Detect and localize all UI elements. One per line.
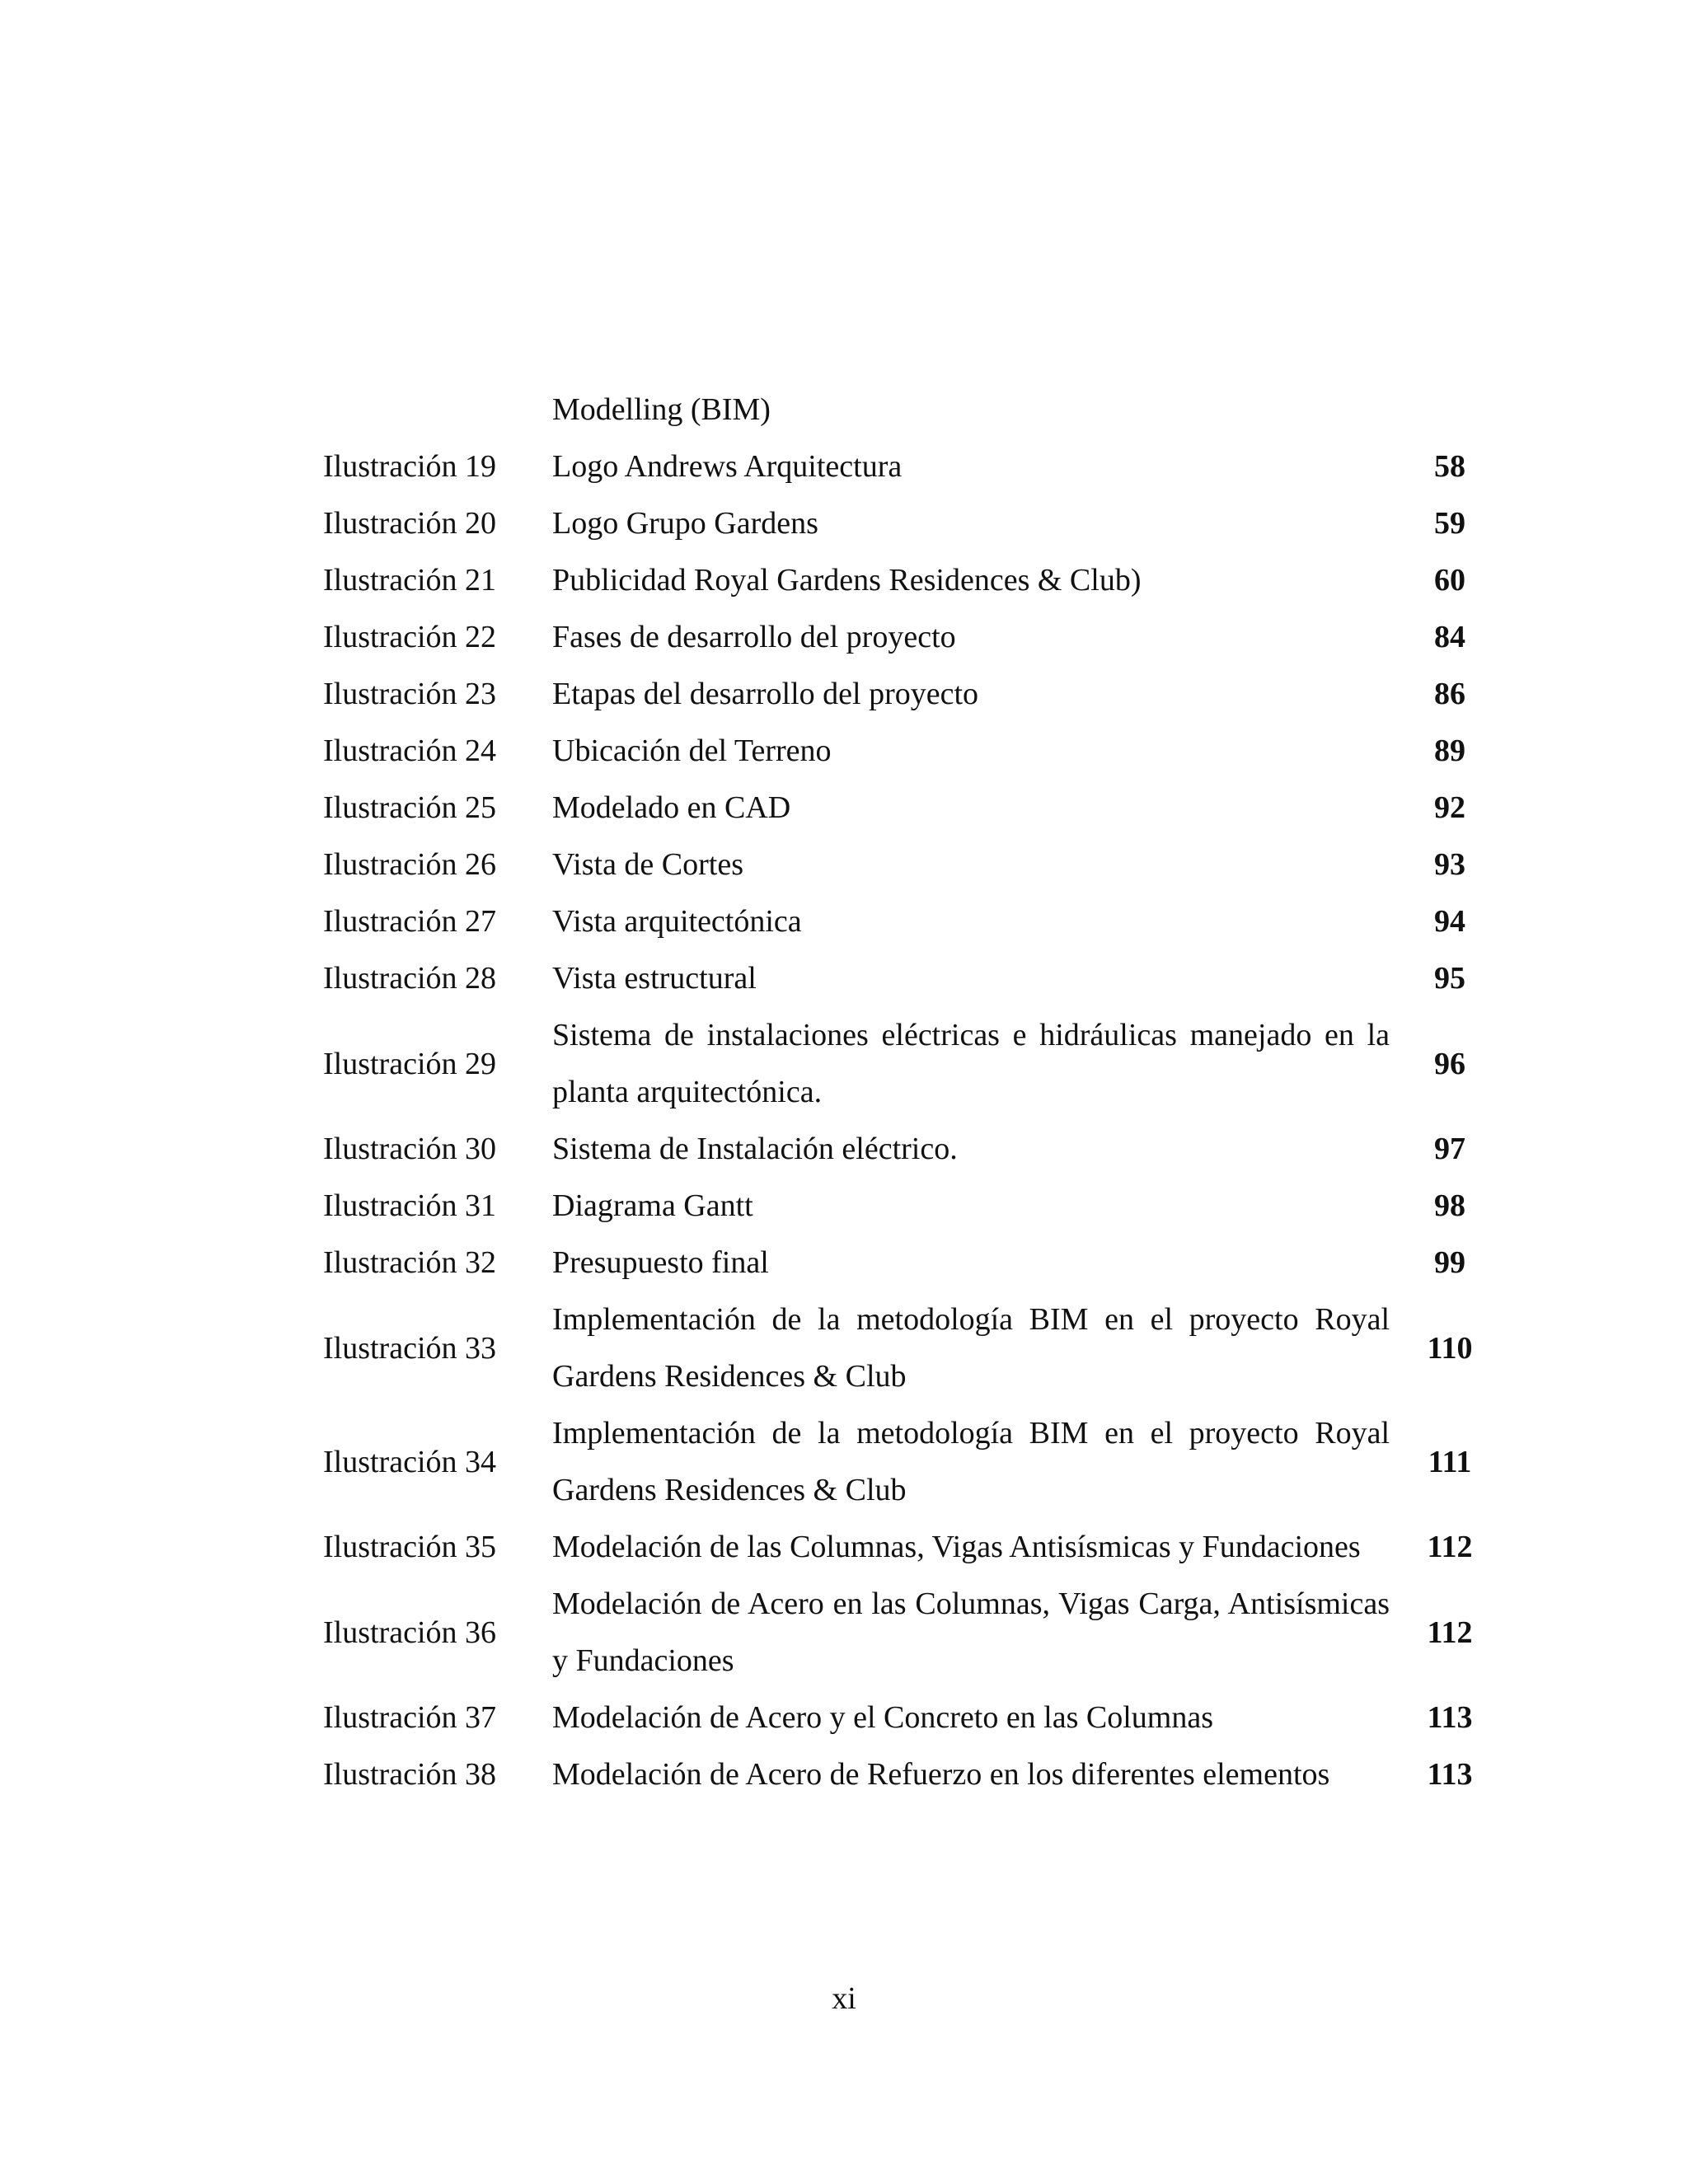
index-entry-row bbox=[323, 1291, 1510, 1405]
entry-page-number: 113 bbox=[1427, 1757, 1473, 1792]
entry-title: Implementación de la metodología BIM en el proyecto Royal Gardens Residences & Club bbox=[552, 1302, 1390, 1394]
entry-label: Ilustración 28 bbox=[323, 961, 497, 996]
entry-page-number: 110 bbox=[1427, 1330, 1473, 1366]
entry-page-number: 99 bbox=[1434, 1245, 1465, 1280]
illustrations-index-body bbox=[323, 382, 1510, 1803]
entry-page-number: 92 bbox=[1434, 790, 1465, 825]
entry-title: Vista de Cortes bbox=[552, 847, 744, 882]
index-entry-row bbox=[323, 609, 1510, 666]
entry-title: Presupuesto final bbox=[552, 1245, 769, 1280]
entry-title: Modelación de Acero de Refuerzo en los diferentes elementos bbox=[552, 1757, 1330, 1792]
index-entry-row bbox=[323, 1519, 1510, 1576]
index-entry-row bbox=[323, 723, 1510, 780]
entry-page-number: 93 bbox=[1434, 847, 1465, 882]
entry-title-cell bbox=[552, 1007, 1390, 1121]
entry-title: Modelado en CAD bbox=[552, 790, 791, 825]
entry-label: Ilustración 25 bbox=[323, 790, 497, 825]
entry-page-number: 111 bbox=[1428, 1444, 1472, 1479]
entry-title-cell bbox=[552, 950, 1390, 1007]
entry-title: Etapas del desarrollo del proyecto bbox=[552, 677, 979, 711]
index-entry-row bbox=[323, 1007, 1510, 1121]
entry-title: Logo Andrews Arquitectura bbox=[552, 449, 903, 484]
entry-label: Ilustración 27 bbox=[323, 904, 497, 939]
entry-title-cell bbox=[552, 438, 1390, 495]
entry-label: Ilustración 23 bbox=[323, 677, 497, 711]
entry-page-number: 98 bbox=[1434, 1188, 1465, 1223]
entry-title: Logo Grupo Gardens bbox=[552, 506, 818, 541]
page-number: xi bbox=[832, 1981, 856, 2016]
index-entry-row bbox=[323, 1405, 1510, 1519]
entry-title-cell bbox=[552, 1235, 1390, 1291]
entry-title-cell bbox=[552, 552, 1390, 609]
index-entry-row bbox=[323, 950, 1510, 1007]
index-entry-row bbox=[323, 495, 1510, 552]
index-entry-row bbox=[323, 893, 1510, 950]
entry-label: Ilustración 37 bbox=[323, 1700, 497, 1735]
entry-title-cell bbox=[552, 1690, 1390, 1746]
entry-title-cell bbox=[552, 1576, 1390, 1690]
entry-title: Ubicación del Terreno bbox=[552, 733, 832, 768]
entry-label: Ilustración 29 bbox=[323, 1046, 497, 1081]
entry-label: Ilustración 34 bbox=[323, 1444, 497, 1479]
index-entry-row bbox=[323, 1746, 1510, 1803]
entry-label: Ilustración 36 bbox=[323, 1615, 497, 1650]
entry-title: Sistema de Instalación eléctrico. bbox=[552, 1132, 958, 1166]
entry-page-number: 112 bbox=[1427, 1530, 1473, 1564]
index-entry-row bbox=[323, 837, 1510, 893]
entry-title-cell bbox=[552, 495, 1390, 552]
index-entry-row bbox=[323, 1576, 1510, 1690]
entry-label: Ilustración 21 bbox=[323, 563, 497, 598]
entry-title: Modelación de Acero en las Columnas, Vigas Carga, Antisísmicas y Fundaciones bbox=[552, 1586, 1390, 1678]
entry-label: Ilustración 19 bbox=[323, 449, 497, 484]
entry-title: Publicidad Royal Gardens Residences & Club) bbox=[552, 563, 1142, 598]
entry-page-number: 97 bbox=[1434, 1132, 1465, 1166]
entry-label: Ilustración 38 bbox=[323, 1757, 497, 1792]
entry-page-number: 84 bbox=[1434, 620, 1465, 654]
entry-title-cell bbox=[552, 1178, 1390, 1235]
entry-title: Sistema de instalaciones eléctricas e hidráulicas manejado en la planta arquitectónica. bbox=[552, 1018, 1390, 1109]
entry-page-number: 58 bbox=[1434, 449, 1465, 484]
entry-title-cell bbox=[552, 1405, 1390, 1519]
entry-page-number: 60 bbox=[1434, 563, 1465, 598]
entry-page-number: 112 bbox=[1427, 1615, 1473, 1650]
entry-title: Fases de desarrollo del proyecto bbox=[552, 620, 956, 654]
entry-label: Ilustración 30 bbox=[323, 1132, 497, 1166]
index-entry-row bbox=[323, 780, 1510, 837]
entry-title-cell bbox=[552, 609, 1390, 666]
index-entry-row bbox=[323, 1235, 1510, 1291]
entry-label: Ilustración 22 bbox=[323, 620, 497, 654]
index-entry-row bbox=[323, 666, 1510, 723]
entry-page-number: 59 bbox=[1434, 506, 1465, 541]
entry-label: Ilustración 35 bbox=[323, 1530, 497, 1564]
entry-page-number: 89 bbox=[1434, 733, 1465, 768]
entry-title-cell bbox=[552, 893, 1390, 950]
entry-title: Vista estructural bbox=[552, 961, 757, 996]
entry-title: Modelación de las Columnas, Vigas Antisísmicas y Fundaciones bbox=[552, 1530, 1361, 1564]
entry-page-number: 113 bbox=[1427, 1700, 1473, 1735]
continuation-title: Modelling (BIM) bbox=[552, 392, 771, 427]
index-entry-row bbox=[323, 1121, 1510, 1178]
entry-label: Ilustración 20 bbox=[323, 506, 497, 541]
entry-page-number: 96 bbox=[1434, 1046, 1465, 1081]
entry-label: Ilustración 24 bbox=[323, 733, 497, 768]
index-entry-row bbox=[323, 1690, 1510, 1746]
index-entry-row bbox=[323, 1178, 1510, 1235]
entry-title-cell bbox=[552, 1746, 1390, 1803]
entry-page-number: 94 bbox=[1434, 904, 1465, 939]
entry-title-cell bbox=[552, 1519, 1390, 1576]
entry-title-cell bbox=[552, 780, 1390, 837]
index-entry-row bbox=[323, 552, 1510, 609]
entry-label: Ilustración 31 bbox=[323, 1188, 497, 1223]
entry-title-cell bbox=[552, 1291, 1390, 1405]
entry-page-number: 86 bbox=[1434, 677, 1465, 711]
entry-title: Vista arquitectónica bbox=[552, 904, 802, 939]
entry-title-cell bbox=[552, 666, 1390, 723]
illustrations-index-table bbox=[323, 382, 1510, 1803]
entry-page-number: 95 bbox=[1434, 961, 1465, 996]
entry-title-cell bbox=[552, 723, 1390, 780]
entry-title: Implementación de la metodología BIM en el proyecto Royal Gardens Residences & Club bbox=[552, 1416, 1390, 1507]
continuation-page-cell bbox=[1390, 382, 1510, 438]
continuation-label-cell bbox=[323, 382, 552, 438]
entry-label: Ilustración 26 bbox=[323, 847, 497, 882]
continuation-row bbox=[323, 382, 1510, 438]
entry-label: Ilustración 32 bbox=[323, 1245, 497, 1280]
index-entry-row bbox=[323, 438, 1510, 495]
entry-label: Ilustración 33 bbox=[323, 1330, 497, 1366]
entry-title: Modelación de Acero y el Concreto en las Columnas bbox=[552, 1700, 1214, 1735]
entry-title-cell bbox=[552, 1121, 1390, 1178]
entry-title-cell bbox=[552, 837, 1390, 893]
entry-title: Diagrama Gantt bbox=[552, 1188, 753, 1223]
